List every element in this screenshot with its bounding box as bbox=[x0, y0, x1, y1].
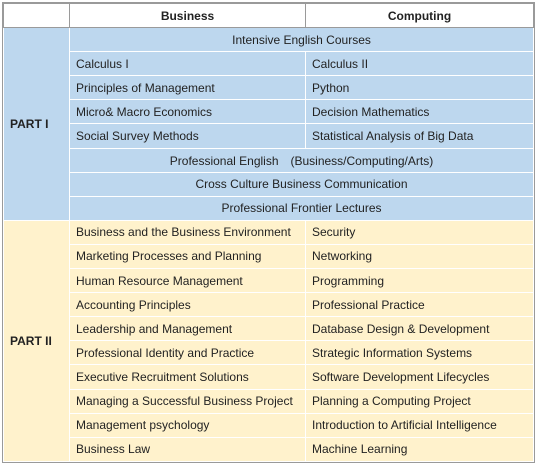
business-course: Calculus I bbox=[70, 52, 306, 76]
business-course: Principles of Management bbox=[70, 76, 306, 100]
table-row bbox=[4, 269, 534, 293]
part1-label: PART I bbox=[4, 28, 70, 221]
business-course: Business Law bbox=[70, 437, 306, 461]
header-computing: Computing bbox=[306, 4, 534, 28]
table-row bbox=[4, 172, 534, 196]
computing-course: Machine Learning bbox=[306, 437, 534, 461]
business-course: Marketing Processes and Planning bbox=[70, 244, 306, 268]
table-row bbox=[4, 365, 534, 389]
business-course: Leadership and Management bbox=[70, 317, 306, 341]
computing-course: Statistical Analysis of Big Data bbox=[306, 124, 534, 148]
computing-course: Database Design & Development bbox=[306, 317, 534, 341]
header-empty-cell bbox=[4, 4, 70, 28]
business-course: Micro& Macro Economics bbox=[70, 100, 306, 124]
table-row bbox=[4, 317, 534, 341]
business-course: Social Survey Methods bbox=[70, 124, 306, 148]
table-row bbox=[4, 341, 534, 365]
computing-course: Networking bbox=[306, 244, 534, 268]
computing-course: Calculus II bbox=[306, 52, 534, 76]
computing-course: Software Development Lifecycles bbox=[306, 365, 534, 389]
table-row bbox=[4, 220, 534, 244]
header-row bbox=[4, 4, 534, 28]
shared-course: Professional Frontier Lectures bbox=[70, 196, 534, 220]
table-row bbox=[4, 76, 534, 100]
curriculum-table bbox=[3, 3, 534, 462]
table-row bbox=[4, 293, 534, 317]
header-business: Business bbox=[70, 4, 306, 28]
table-row bbox=[4, 100, 534, 124]
part2-label: PART II bbox=[4, 220, 70, 461]
business-course: Executive Recruitment Solutions bbox=[70, 365, 306, 389]
table-row bbox=[4, 437, 534, 461]
business-course: Professional Identity and Practice bbox=[70, 341, 306, 365]
table-row bbox=[4, 28, 534, 52]
table-row bbox=[4, 196, 534, 220]
computing-course: Strategic Information Systems bbox=[306, 341, 534, 365]
shared-course: Cross Culture Business Communication bbox=[70, 172, 534, 196]
computing-course: Decision Mathematics bbox=[306, 100, 534, 124]
computing-course: Programming bbox=[306, 269, 534, 293]
table-row bbox=[4, 148, 534, 172]
table-row bbox=[4, 52, 534, 76]
table-row bbox=[4, 124, 534, 148]
table-row bbox=[4, 413, 534, 437]
computing-course: Security bbox=[306, 220, 534, 244]
computing-course: Python bbox=[306, 76, 534, 100]
computing-course: Planning a Computing Project bbox=[306, 389, 534, 413]
table-row bbox=[4, 389, 534, 413]
business-course: Human Resource Management bbox=[70, 269, 306, 293]
shared-course: Professional English (Business/Computing/Arts) bbox=[70, 148, 534, 172]
table-row bbox=[4, 244, 534, 268]
business-course: Business and the Business Environment bbox=[70, 220, 306, 244]
computing-course: Professional Practice bbox=[306, 293, 534, 317]
computing-course: Introduction to Artificial Intelligence bbox=[306, 413, 534, 437]
business-course: Management psychology bbox=[70, 413, 306, 437]
shared-course: Intensive English Courses bbox=[70, 28, 534, 52]
business-course: Managing a Successful Business Project bbox=[70, 389, 306, 413]
business-course: Accounting Principles bbox=[70, 293, 306, 317]
